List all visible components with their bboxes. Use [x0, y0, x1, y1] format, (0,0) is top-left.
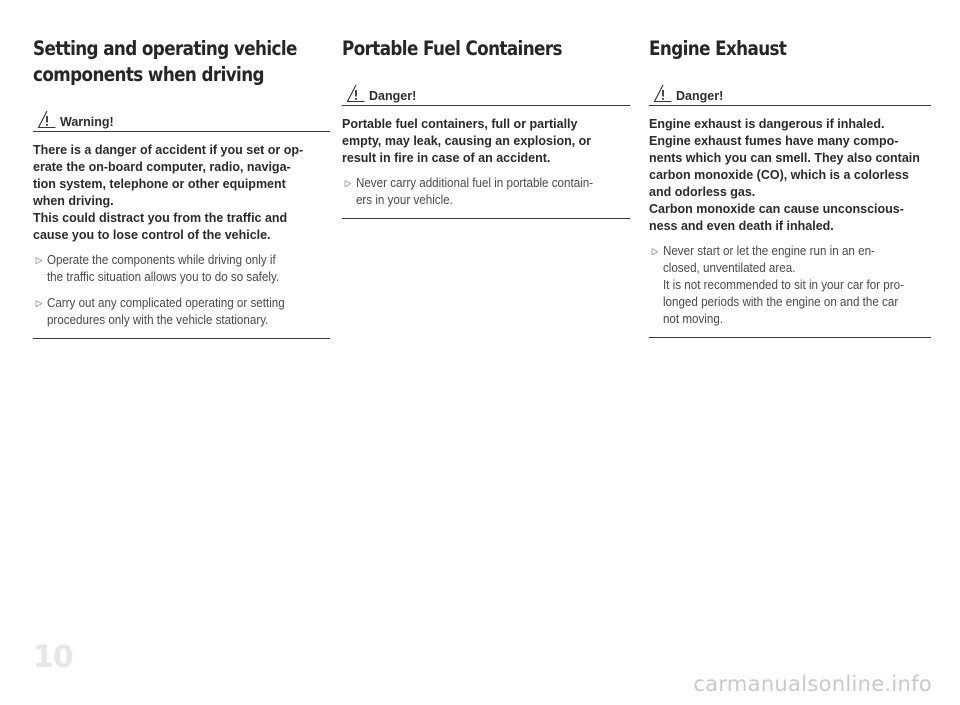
section-setting-operating [33, 36, 330, 339]
notice-label: Warning! [60, 115, 114, 129]
section-title: Portable Fuel Containers [342, 37, 562, 60]
warning-triangle-icon [653, 84, 673, 103]
warning-text: There is a danger of accident if you set or op- erate the on-board computer, radio, naviga- tion system, telephone or other equipment when driving. This could distract you from the traffic and cause you to lose control of the vehicle. [33, 143, 304, 242]
danger-header [342, 84, 630, 106]
warning-triangle-icon [346, 84, 366, 103]
triangle-bullet-icon: ▷ [651, 246, 659, 256]
section-divider [649, 337, 931, 338]
triangle-bullet-icon: ▷ [344, 178, 352, 188]
bullet-item: ▷ Carry out any complicated operating or setting procedures only with the vehicle stationary. [35, 296, 285, 327]
watermark: carmanualsonline.info [693, 672, 932, 696]
bullet-item: ▷ Operate the components while driving only if the traffic situation allows you to do so safely. [35, 253, 280, 284]
section-title: Engine Exhaust [649, 37, 787, 60]
danger-text: Engine exhaust is dangerous if inhaled. Engine exhaust fumes have many compo- nents which you can smell. They also contain carbon monoxide (CO), which is a colorless and odorless gas. Carbon monoxide can cause unconscious- ness and even death if inhaled. [649, 117, 920, 233]
bullet-item: ▷ Never start or let the engine run in an en- closed, unventilated area. It is not recommended to sit in your car for pro- longed periods with the engine on and the car not moving. [651, 244, 904, 326]
warning-header [33, 110, 330, 132]
section-engine-exhaust [649, 36, 931, 338]
section-divider [33, 338, 330, 339]
section-portable-fuel [342, 36, 630, 219]
notice-label: Danger! [369, 89, 417, 103]
triangle-bullet-icon: ▷ [35, 255, 43, 265]
danger-header [649, 84, 931, 106]
section-title: Setting and operating vehicle components when driving [33, 37, 297, 86]
danger-text: Portable fuel containers, full or partially empty, may leak, causing an explosion, or result in fire in case of an accident. [342, 117, 592, 165]
warning-triangle-icon [37, 110, 57, 129]
triangle-bullet-icon: ▷ [35, 298, 43, 308]
notice-label: Danger! [676, 89, 724, 103]
bullet-item: ▷ Never carry additional fuel in portable contain- ers in your vehicle. [344, 176, 594, 207]
page-number: 10 [33, 640, 73, 675]
section-divider [342, 218, 630, 219]
